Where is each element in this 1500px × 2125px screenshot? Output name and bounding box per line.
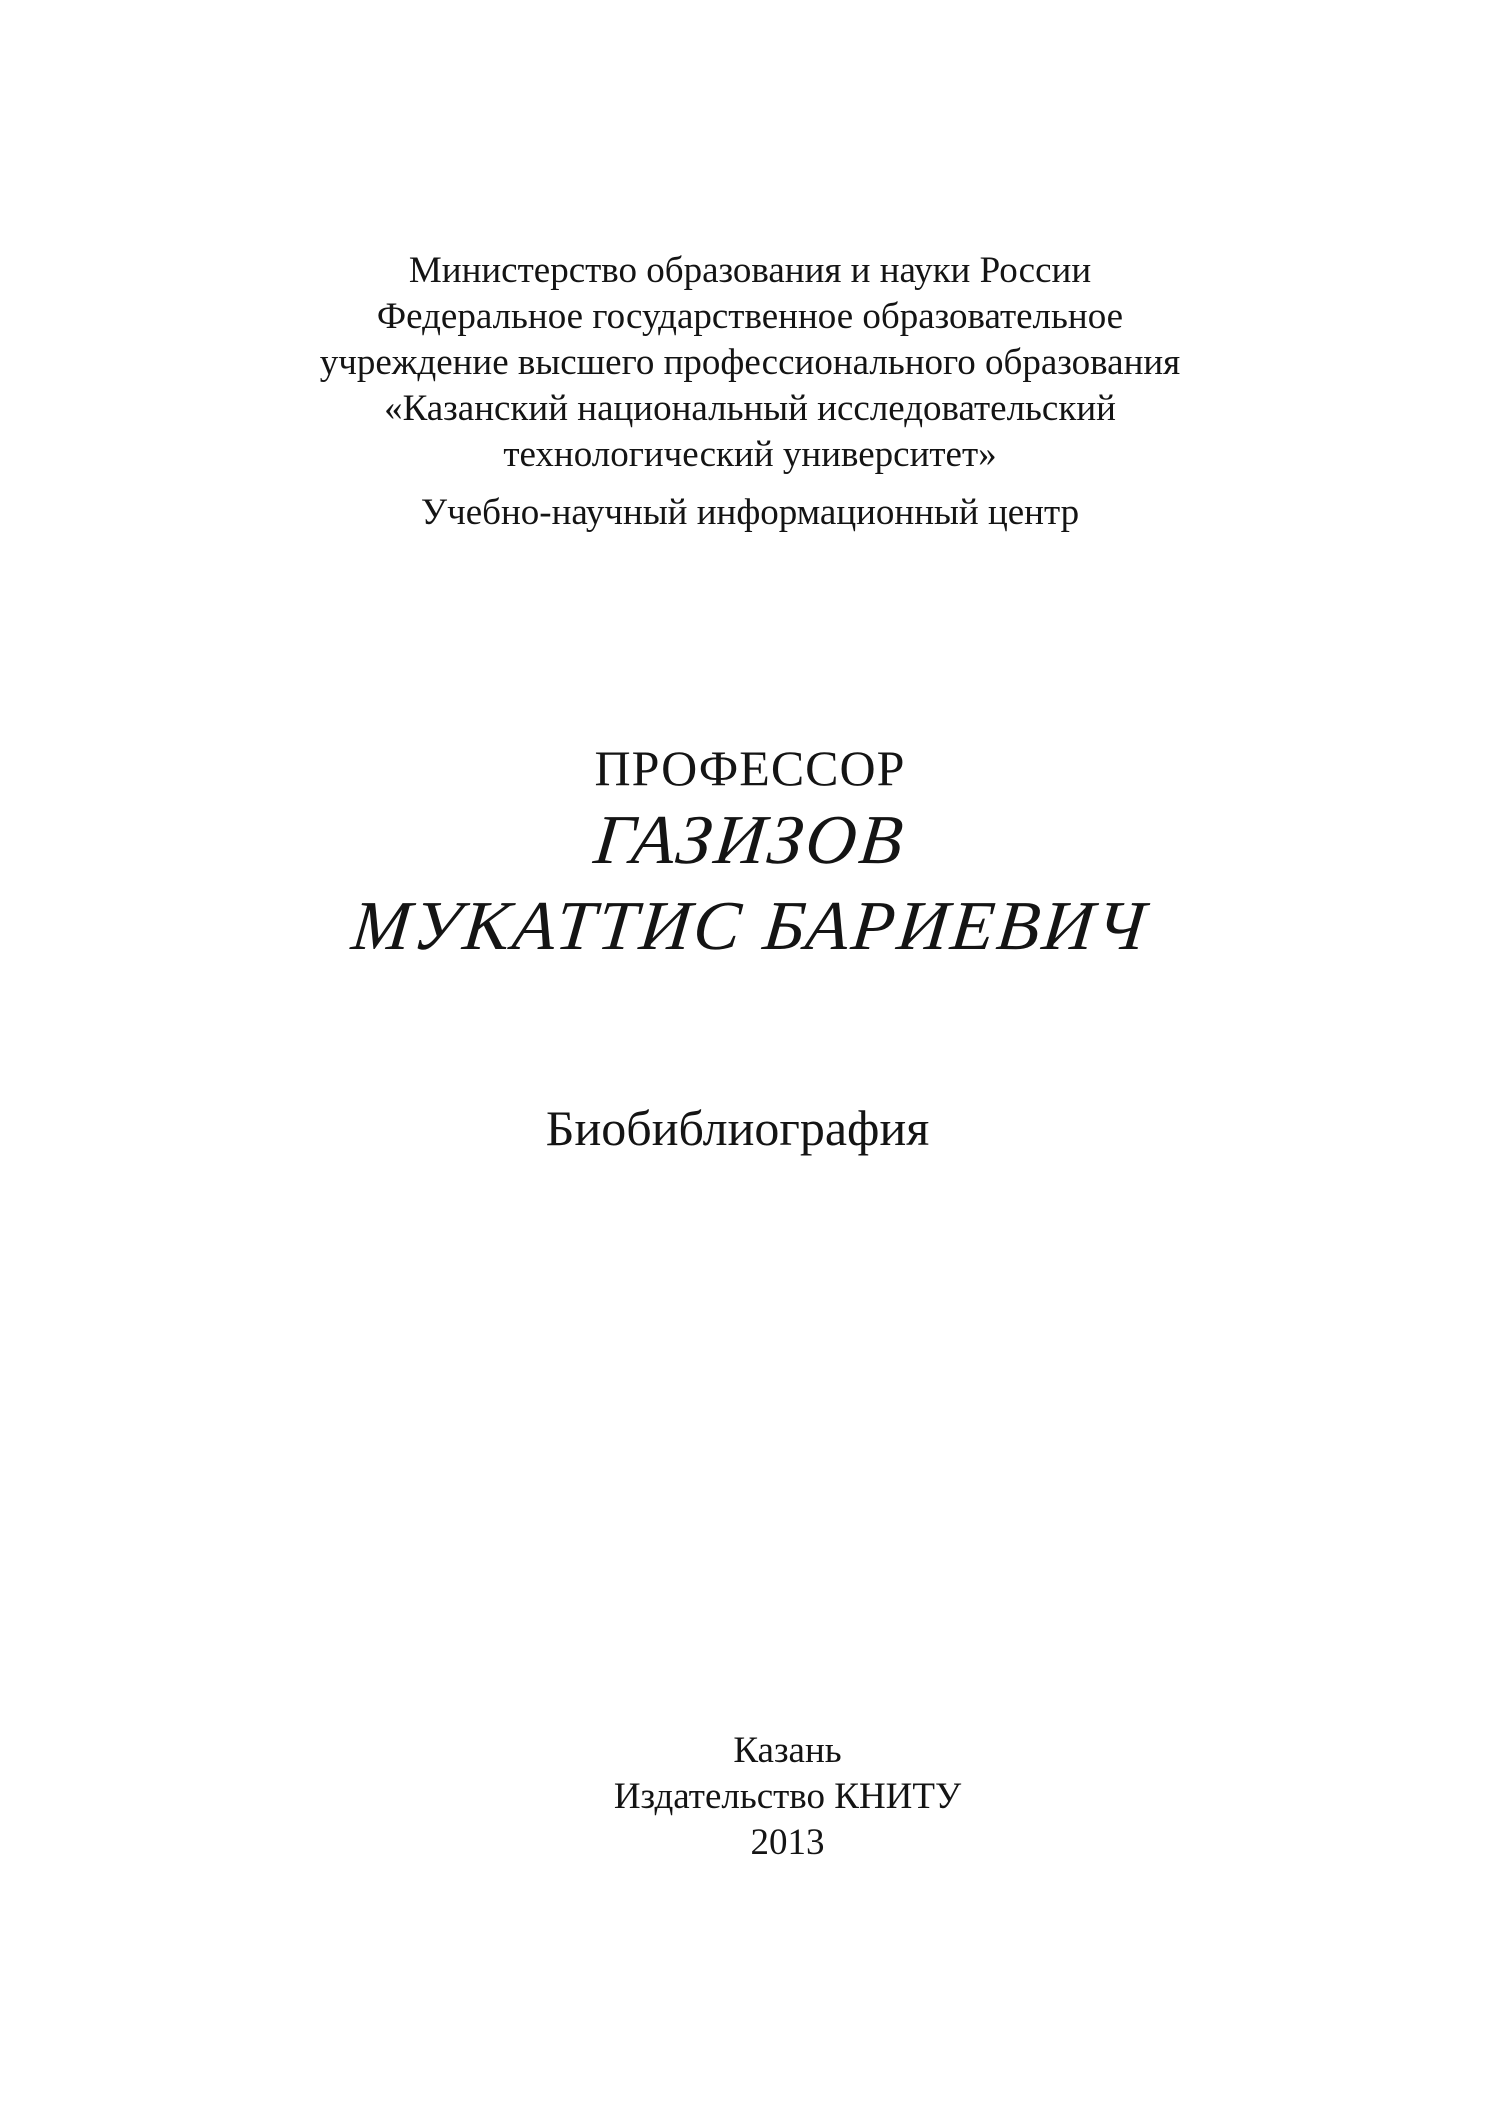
university-name-line-2: технологический университет» — [503, 434, 997, 475]
title-given-name: МУКАТТИС БАРИЕВИЧ — [348, 888, 1152, 965]
imprint — [0, 1728, 1500, 1866]
book-title — [0, 738, 1500, 970]
institution-type-line: Федеральное государственное образовательное — [376, 296, 1124, 337]
imprint-city: Казань — [733, 1730, 842, 1771]
university-name-line: «Казанский национальный исследовательский — [384, 388, 1116, 429]
title-rank: ПРОФЕССОР — [594, 740, 906, 796]
institution-header — [0, 248, 1500, 536]
imprint-publisher: Издательство КНИТУ — [613, 1776, 962, 1817]
ministry-line: Министерство образования и науки России — [408, 250, 1092, 291]
imprint-year: 2013 — [750, 1822, 825, 1863]
institution-type-line-2: учреждение высшего профессионального образования — [319, 342, 1181, 383]
title-surname: ГАЗИЗОВ — [590, 802, 910, 879]
book-subtitle: Биобиблиография — [545, 1100, 930, 1156]
center-name-line: Учебно-научный информационный центр — [420, 492, 1080, 533]
